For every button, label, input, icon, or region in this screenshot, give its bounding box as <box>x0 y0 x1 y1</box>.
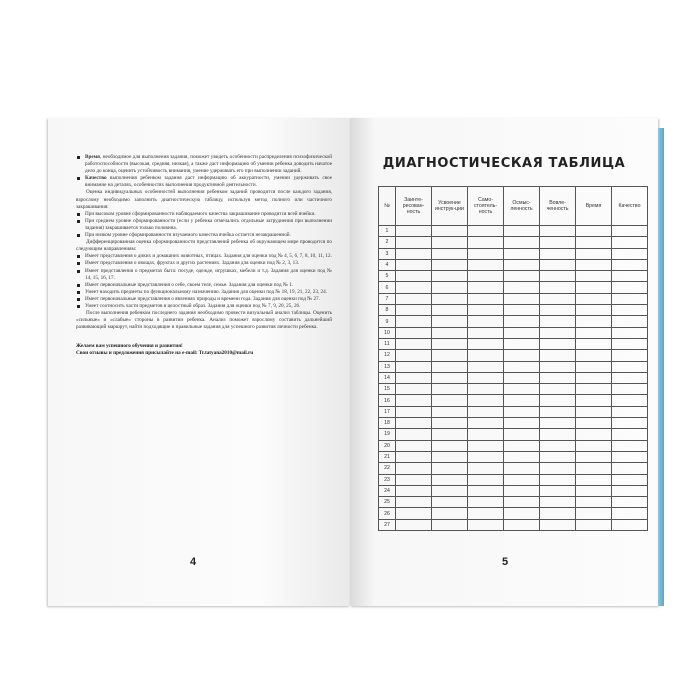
table-header-cell: Вовле-ченность <box>540 187 576 226</box>
table-body <box>379 226 648 531</box>
table-row <box>379 361 648 372</box>
empty-rating-cell <box>504 508 540 519</box>
empty-rating-cell <box>432 508 468 519</box>
empty-rating-cell <box>396 497 432 508</box>
empty-rating-cell <box>468 305 504 316</box>
empty-rating-cell <box>468 384 504 395</box>
empty-rating-cell <box>504 485 540 496</box>
empty-rating-cell <box>396 372 432 383</box>
empty-rating-cell <box>540 395 576 406</box>
paragraph-text: Имеет первоначальные представления о себе, своем теле, семье. Задания для оценки под № 1. <box>85 281 294 288</box>
closing-line: Свои отзывы и предложения присылайте на e-mail: Tr.tatyana2010@mail.ru <box>76 350 254 357</box>
empty-rating-cell <box>540 485 576 496</box>
paragraph-text: выполнения ребенком задания даст информацию об аккуратности, умении удерживать свое внимание на деталях, особенностях выполнения продуктивной деятельности. <box>85 175 332 189</box>
empty-rating-cell <box>540 384 576 395</box>
empty-rating-cell <box>396 451 432 462</box>
empty-rating-cell <box>576 361 612 372</box>
empty-rating-cell <box>468 350 504 361</box>
empty-rating-cell <box>396 485 432 496</box>
table-header-cell: Время <box>576 187 612 226</box>
empty-rating-cell <box>432 327 468 338</box>
empty-rating-cell <box>468 327 504 338</box>
row-number-cell: 4 <box>379 259 396 270</box>
empty-rating-cell <box>396 271 432 282</box>
empty-rating-cell <box>432 248 468 259</box>
empty-rating-cell <box>612 429 648 440</box>
row-number-cell: 3 <box>379 248 396 259</box>
empty-rating-cell <box>396 305 432 316</box>
left-page <box>48 118 350 606</box>
empty-rating-cell <box>576 508 612 519</box>
empty-rating-cell <box>432 361 468 372</box>
row-number-cell: 12 <box>379 350 396 361</box>
empty-rating-cell <box>540 259 576 270</box>
text-paragraph <box>76 239 332 253</box>
empty-rating-cell <box>612 271 648 282</box>
empty-rating-cell <box>540 327 576 338</box>
empty-rating-cell <box>540 237 576 248</box>
empty-rating-cell <box>396 282 432 293</box>
paragraph-text: При низком уровне сформированности изучаемого качества ячейка остается незакрашенной. <box>85 232 291 239</box>
empty-rating-cell <box>468 463 504 474</box>
table-row <box>379 237 648 248</box>
empty-rating-cell <box>540 372 576 383</box>
paragraph-text: Умеет соотносить части предметов в целостный образ. Задания для оценки под № 7, 9, 20, 25, 26. <box>85 302 301 309</box>
empty-rating-cell <box>468 293 504 304</box>
empty-rating-cell <box>504 316 540 327</box>
table-header-cell: Усвоение инструк-ции <box>432 187 468 226</box>
empty-rating-cell <box>576 338 612 349</box>
empty-rating-cell <box>432 418 468 429</box>
empty-rating-cell <box>504 384 540 395</box>
row-number-cell: 27 <box>379 519 396 530</box>
empty-rating-cell <box>504 451 540 462</box>
empty-rating-cell <box>540 282 576 293</box>
row-number-cell: 17 <box>379 406 396 417</box>
empty-rating-cell <box>432 485 468 496</box>
paragraph-text: Дифференцированная оценка сформированности представлений ребенка об окружающем мире проводится по следующим направлениям: <box>76 239 332 253</box>
empty-rating-cell <box>540 248 576 259</box>
page-number-right: 5 <box>502 556 509 568</box>
empty-rating-cell <box>612 372 648 383</box>
empty-rating-cell <box>468 271 504 282</box>
table-row <box>379 305 648 316</box>
empty-rating-cell <box>576 237 612 248</box>
table-row <box>379 429 648 440</box>
row-number-cell: 14 <box>379 372 396 383</box>
empty-rating-cell <box>396 418 432 429</box>
bullet-paragraph <box>76 154 332 175</box>
row-number-cell: 10 <box>379 327 396 338</box>
empty-rating-cell <box>612 237 648 248</box>
paragraph-text: Имеет первоначальные представления о явлениях природы и времени года. Задания для оценки под № 27. <box>85 295 320 302</box>
empty-rating-cell <box>504 282 540 293</box>
empty-rating-cell <box>576 497 612 508</box>
empty-rating-cell <box>612 451 648 462</box>
empty-rating-cell <box>396 474 432 485</box>
paragraph-text: Умеет находить предметы по функциональному назначению. Задания для оценки под № 18, 19, 21, 22, 23, 24. <box>85 288 328 295</box>
empty-rating-cell <box>612 327 648 338</box>
row-number-cell: 18 <box>379 418 396 429</box>
empty-rating-cell <box>468 474 504 485</box>
table-row <box>379 350 648 361</box>
empty-rating-cell <box>396 519 432 530</box>
bullet-paragraph <box>76 268 332 282</box>
empty-rating-cell <box>576 519 612 530</box>
closing-line: Желаем вам успешного обучения и развития! <box>76 343 183 350</box>
empty-rating-cell <box>504 395 540 406</box>
empty-rating-cell <box>612 519 648 530</box>
empty-rating-cell <box>504 418 540 429</box>
empty-rating-cell <box>396 508 432 519</box>
empty-rating-cell <box>612 440 648 451</box>
empty-rating-cell <box>540 440 576 451</box>
right-page <box>350 118 658 606</box>
row-number-cell: 2 <box>379 237 396 248</box>
empty-rating-cell <box>612 259 648 270</box>
row-number-cell: 23 <box>379 474 396 485</box>
table-row <box>379 519 648 530</box>
empty-rating-cell <box>576 259 612 270</box>
table-row <box>379 451 648 462</box>
empty-rating-cell <box>576 372 612 383</box>
empty-rating-cell <box>396 384 432 395</box>
table-row <box>379 384 648 395</box>
row-number-cell: 9 <box>379 316 396 327</box>
empty-rating-cell <box>576 226 612 237</box>
empty-rating-cell <box>468 451 504 462</box>
empty-rating-cell <box>504 338 540 349</box>
empty-rating-cell <box>504 361 540 372</box>
text-paragraph <box>76 310 332 331</box>
table-row <box>379 440 648 451</box>
row-number-cell: 26 <box>379 508 396 519</box>
diagnostic-table-wrapper <box>378 186 648 531</box>
empty-rating-cell <box>396 316 432 327</box>
empty-rating-cell <box>396 327 432 338</box>
empty-rating-cell <box>540 418 576 429</box>
row-number-cell: 19 <box>379 429 396 440</box>
paragraph-text: При высоком уровне сформированности наблюдаемого качества закрашивание проводится всей ячейки. <box>85 210 316 217</box>
empty-rating-cell <box>504 440 540 451</box>
empty-rating-cell <box>576 316 612 327</box>
table-row <box>379 372 648 383</box>
empty-rating-cell <box>504 474 540 485</box>
empty-rating-cell <box>432 259 468 270</box>
table-row <box>379 406 648 417</box>
empty-rating-cell <box>504 248 540 259</box>
empty-rating-cell <box>468 361 504 372</box>
open-workbook <box>48 118 663 606</box>
empty-rating-cell <box>396 259 432 270</box>
table-header-cell: Заинте-ресован-ность <box>396 187 432 226</box>
empty-rating-cell <box>396 338 432 349</box>
table-row <box>379 282 648 293</box>
row-number-cell: 8 <box>379 305 396 316</box>
paragraph-text: После выполнения ребенком последнего задания необходимо провести визуальный анализ таблицы. Оценить «сильные» и «слабые» стороны в развитии ребенка. Анализ поможет взрослому составить дальнейший развивающий маршрут, найти подходящие и правильные задания для успешного развития личности ребенка. <box>76 310 332 331</box>
empty-rating-cell <box>504 429 540 440</box>
row-number-cell: 25 <box>379 497 396 508</box>
text-paragraph <box>76 189 332 210</box>
empty-rating-cell <box>396 361 432 372</box>
empty-rating-cell <box>432 474 468 485</box>
empty-rating-cell <box>504 350 540 361</box>
bullet-paragraph <box>76 282 332 289</box>
empty-rating-cell <box>540 519 576 530</box>
empty-rating-cell <box>612 497 648 508</box>
empty-rating-cell <box>612 293 648 304</box>
empty-rating-cell <box>432 429 468 440</box>
table-row <box>379 508 648 519</box>
bullet-paragraph <box>76 296 332 303</box>
empty-rating-cell <box>432 440 468 451</box>
table-row <box>379 463 648 474</box>
empty-rating-cell <box>396 237 432 248</box>
empty-rating-cell <box>540 463 576 474</box>
empty-rating-cell <box>468 395 504 406</box>
empty-rating-cell <box>432 463 468 474</box>
empty-rating-cell <box>612 485 648 496</box>
empty-rating-cell <box>504 237 540 248</box>
empty-rating-cell <box>612 305 648 316</box>
bullet-paragraph <box>76 232 332 239</box>
paragraph-text: Имеет представления о диких и домашних животных, птицах. Задания для оценки под № 4, 5, 6, 7, 8, 10, 11, 12. <box>85 253 332 260</box>
empty-rating-cell <box>540 406 576 417</box>
empty-rating-cell <box>504 406 540 417</box>
row-number-cell: 7 <box>379 293 396 304</box>
left-page-text <box>76 154 332 358</box>
table-header-cell: Само-стоятель-ность <box>468 187 504 226</box>
table-header-cell: Качество <box>612 187 648 226</box>
empty-rating-cell <box>396 429 432 440</box>
empty-rating-cell <box>468 429 504 440</box>
empty-rating-cell <box>540 271 576 282</box>
table-header-row <box>379 187 648 226</box>
paragraph-text: При среднем уровне сформированности (если у ребенка отмечались отдельные затруднения при выполнении задания) закрашивается только половина. <box>85 217 332 231</box>
empty-rating-cell <box>396 248 432 259</box>
paragraph-text: Имеет представления о предметах быта: посуде, одежде, игрушках, мебели и т.д. Задания для оценки под № 14, 15, 16, 17. <box>85 267 332 281</box>
empty-rating-cell <box>540 497 576 508</box>
closing-note <box>76 343 332 357</box>
empty-rating-cell <box>576 395 612 406</box>
empty-rating-cell <box>396 226 432 237</box>
empty-rating-cell <box>540 350 576 361</box>
empty-rating-cell <box>540 226 576 237</box>
row-number-cell: 5 <box>379 271 396 282</box>
table-row <box>379 271 648 282</box>
empty-rating-cell <box>540 293 576 304</box>
empty-rating-cell <box>432 395 468 406</box>
paragraph-text: Имеет представления о овощах, фруктах и других растениях. Задания для оценки под № 2, 3, 13. <box>85 260 300 267</box>
empty-rating-cell <box>576 384 612 395</box>
table-row <box>379 395 648 406</box>
empty-rating-cell <box>432 271 468 282</box>
empty-rating-cell <box>432 497 468 508</box>
empty-rating-cell <box>576 429 612 440</box>
empty-rating-cell <box>504 463 540 474</box>
row-number-cell: 20 <box>379 440 396 451</box>
empty-rating-cell <box>540 361 576 372</box>
bold-term: Качество <box>85 175 107 182</box>
bullet-paragraph <box>76 289 332 296</box>
empty-rating-cell <box>576 282 612 293</box>
empty-rating-cell <box>576 305 612 316</box>
row-number-cell: 15 <box>379 384 396 395</box>
empty-rating-cell <box>468 316 504 327</box>
row-number-cell: 16 <box>379 395 396 406</box>
row-number-cell: 21 <box>379 451 396 462</box>
empty-rating-cell <box>432 338 468 349</box>
empty-rating-cell <box>396 350 432 361</box>
empty-rating-cell <box>540 474 576 485</box>
empty-rating-cell <box>396 395 432 406</box>
empty-rating-cell <box>612 226 648 237</box>
empty-rating-cell <box>396 293 432 304</box>
paragraph-text: , необходимое для выполнения задания, поможет увидеть особенности распределения психофизической работоспособности (высокая, средняя, низкая), а также даст информацию об умении ребенка доводить начатое дело до конца, оценить устойчивость внимания, умение удерживать его при выполнении заданий. <box>85 154 332 175</box>
empty-rating-cell <box>432 293 468 304</box>
empty-rating-cell <box>504 259 540 270</box>
empty-rating-cell <box>468 248 504 259</box>
empty-rating-cell <box>432 305 468 316</box>
bullet-paragraph <box>76 303 332 310</box>
empty-rating-cell <box>468 237 504 248</box>
empty-rating-cell <box>576 485 612 496</box>
empty-rating-cell <box>504 327 540 338</box>
table-row <box>379 316 648 327</box>
empty-rating-cell <box>432 406 468 417</box>
empty-rating-cell <box>468 372 504 383</box>
empty-rating-cell <box>540 429 576 440</box>
empty-rating-cell <box>432 237 468 248</box>
empty-rating-cell <box>540 451 576 462</box>
empty-rating-cell <box>576 293 612 304</box>
empty-rating-cell <box>612 395 648 406</box>
empty-rating-cell <box>576 463 612 474</box>
row-number-cell: 22 <box>379 463 396 474</box>
diagnostic-table <box>378 186 648 531</box>
bullet-paragraph <box>76 175 332 189</box>
empty-rating-cell <box>468 338 504 349</box>
empty-rating-cell <box>612 508 648 519</box>
empty-rating-cell <box>612 316 648 327</box>
empty-rating-cell <box>612 361 648 372</box>
empty-rating-cell <box>468 440 504 451</box>
empty-rating-cell <box>396 406 432 417</box>
table-row <box>379 418 648 429</box>
empty-rating-cell <box>612 384 648 395</box>
table-row <box>379 474 648 485</box>
empty-rating-cell <box>540 316 576 327</box>
bullet-paragraph <box>76 211 332 218</box>
empty-rating-cell <box>504 271 540 282</box>
empty-rating-cell <box>504 497 540 508</box>
empty-rating-cell <box>468 497 504 508</box>
empty-rating-cell <box>612 338 648 349</box>
empty-rating-cell <box>432 350 468 361</box>
empty-rating-cell <box>612 474 648 485</box>
empty-rating-cell <box>432 316 468 327</box>
empty-rating-cell <box>432 226 468 237</box>
table-row <box>379 226 648 237</box>
bullet-paragraph <box>76 260 332 267</box>
cover-edge <box>658 128 664 606</box>
empty-rating-cell <box>540 305 576 316</box>
empty-rating-cell <box>396 440 432 451</box>
empty-rating-cell <box>504 226 540 237</box>
empty-rating-cell <box>576 271 612 282</box>
empty-rating-cell <box>504 519 540 530</box>
empty-rating-cell <box>576 350 612 361</box>
empty-rating-cell <box>504 372 540 383</box>
table-row <box>379 327 648 338</box>
empty-rating-cell <box>612 418 648 429</box>
row-number-cell: 1 <box>379 226 396 237</box>
empty-rating-cell <box>468 508 504 519</box>
empty-rating-cell <box>612 463 648 474</box>
paragraph-text: Оценка индивидуальных особенностей выполнения ребенком заданий проводится после каждого задания, взрослому необходимо заполнить диагностическую таблицу, используя метод полного или частичного закрашивания: <box>76 189 332 210</box>
table-row <box>379 497 648 508</box>
empty-rating-cell <box>612 282 648 293</box>
empty-rating-cell <box>432 282 468 293</box>
empty-rating-cell <box>612 248 648 259</box>
empty-rating-cell <box>576 440 612 451</box>
empty-rating-cell <box>468 485 504 496</box>
empty-rating-cell <box>576 451 612 462</box>
empty-rating-cell <box>468 259 504 270</box>
empty-rating-cell <box>432 519 468 530</box>
row-number-cell: 11 <box>379 338 396 349</box>
row-number-cell: 24 <box>379 485 396 496</box>
empty-rating-cell <box>612 406 648 417</box>
table-row <box>379 259 648 270</box>
row-number-cell: 6 <box>379 282 396 293</box>
table-header-cell: Осмыс-ленность <box>504 187 540 226</box>
empty-rating-cell <box>504 293 540 304</box>
empty-rating-cell <box>540 508 576 519</box>
empty-rating-cell <box>468 282 504 293</box>
empty-rating-cell <box>468 519 504 530</box>
row-number-cell: 13 <box>379 361 396 372</box>
empty-rating-cell <box>432 451 468 462</box>
empty-rating-cell <box>576 474 612 485</box>
empty-rating-cell <box>432 372 468 383</box>
bullet-paragraph <box>76 218 332 232</box>
empty-rating-cell <box>576 248 612 259</box>
empty-rating-cell <box>540 338 576 349</box>
empty-rating-cell <box>504 305 540 316</box>
empty-rating-cell <box>468 226 504 237</box>
empty-rating-cell <box>468 406 504 417</box>
page-number-left: 4 <box>190 556 197 568</box>
table-row <box>379 338 648 349</box>
table-row <box>379 248 648 259</box>
table-row <box>379 485 648 496</box>
empty-rating-cell <box>576 327 612 338</box>
empty-rating-cell <box>576 418 612 429</box>
bold-term: Время <box>85 154 100 160</box>
empty-rating-cell <box>612 350 648 361</box>
empty-rating-cell <box>396 463 432 474</box>
empty-rating-cell <box>576 406 612 417</box>
empty-rating-cell <box>468 418 504 429</box>
diagnostic-table-title: ДИАГНОСТИЧЕСКАЯ ТАБЛИЦА <box>382 156 626 171</box>
empty-rating-cell <box>432 384 468 395</box>
table-row <box>379 293 648 304</box>
table-header-cell: № <box>379 187 396 226</box>
